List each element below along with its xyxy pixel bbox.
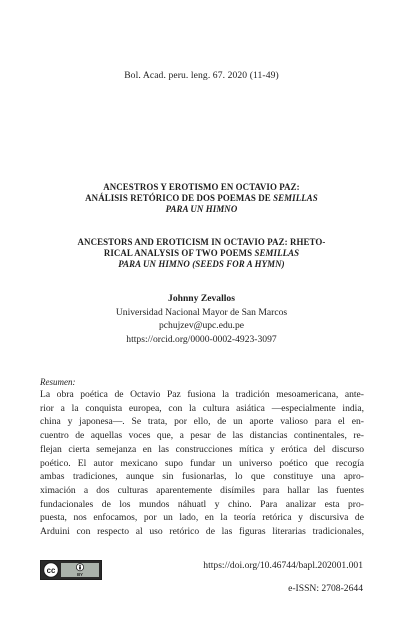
abstract-line: cuentro de aquellas voces que, a pesar de las distancias continentales, re- <box>40 430 364 442</box>
title-es-line-2 <box>40 193 363 204</box>
abstract-label: Resumen: <box>40 377 76 387</box>
abstract-line: Arduini con respecto al uso retórico de las figuras literarias tradicionales, <box>40 526 364 538</box>
abstract-line: La obra poética de Octavio Paz fusiona la tradición mesoamericana, ante- <box>40 389 364 400</box>
title-spanish <box>40 182 363 215</box>
title-en-line-2-italic: SEMILLAS <box>254 248 300 259</box>
title-english <box>40 237 363 270</box>
abstract-line: flejan cierta semejanza en las construcciones mítica y erótica del discurso <box>40 443 364 455</box>
abstract-line: ximación a dos culturas aparentemente disímiles para hallar las fuentes <box>40 484 364 496</box>
author-email[interactable]: pchujzev@upc.edu.pe <box>158 320 245 331</box>
title-es-line-2-italic: SEMILLAS <box>273 193 318 204</box>
author-info <box>40 292 363 346</box>
title-en-line-2 <box>40 248 363 259</box>
abstract-line: rior a la conquista europea, con la cultura asiática —especialmente india, <box>40 402 364 414</box>
title-en-line-1: ANCESTORS AND EROTICISM IN OCTAVIO PAZ: RHETO- <box>77 237 326 247</box>
title-en-line-3-italic: PARA UN HIMNO (SEEDS FOR A HYMN) <box>118 259 285 270</box>
abstract-line: china y japonesa—. Se trata, por ello, de un aporte valioso para el en- <box>40 416 364 428</box>
abstract-line: ambas tradiciones, aunque sin fusionarlas, lo que constituye una apro- <box>40 471 364 483</box>
abstract-body <box>40 388 364 539</box>
journal-reference: Bol. Acad. peru. leng. 67. 2020 (11-49) <box>124 70 279 81</box>
eissn: e-ISSN: 2708-2644 <box>288 583 363 594</box>
author-affiliation: Universidad Nacional Mayor de San Marcos <box>115 306 288 318</box>
abstract-line: fundacionales de los mundos náhuatl y chino. Para analizar esta pro- <box>40 498 364 510</box>
author-name: Johnny Zevallos <box>168 293 235 304</box>
cc-by-license-icon[interactable] <box>40 560 102 580</box>
abstract-line: poético. El autor mexicano supo fundar un universo poético que recogía <box>40 457 364 469</box>
title-es-line-2-text: ANÁLISIS RETÓRICO DE DOS POEMAS DE <box>85 193 274 204</box>
title-en-line-2-text: RICAL ANALYSIS OF TWO POEMS <box>103 248 255 259</box>
title-es-line-1: ANCESTROS Y EROTISMO EN OCTAVIO PAZ: <box>103 182 300 192</box>
doi-link[interactable]: https://doi.org/10.46744/bapl.202001.001 <box>203 560 363 571</box>
title-en-line-3 <box>40 259 363 270</box>
title-es-line-3 <box>40 204 363 215</box>
title-es-line-3-italic: PARA UN HIMNO <box>165 204 238 215</box>
cc-by-label: BY <box>77 572 83 578</box>
abstract-line: puesta, nos enfocamos, por un lado, en la teoría retórica y discursiva de <box>40 512 364 524</box>
author-orcid-link[interactable]: https://orcid.org/0000-0002-4923-3097 <box>126 333 277 345</box>
svg-text:cc: cc <box>46 565 56 575</box>
